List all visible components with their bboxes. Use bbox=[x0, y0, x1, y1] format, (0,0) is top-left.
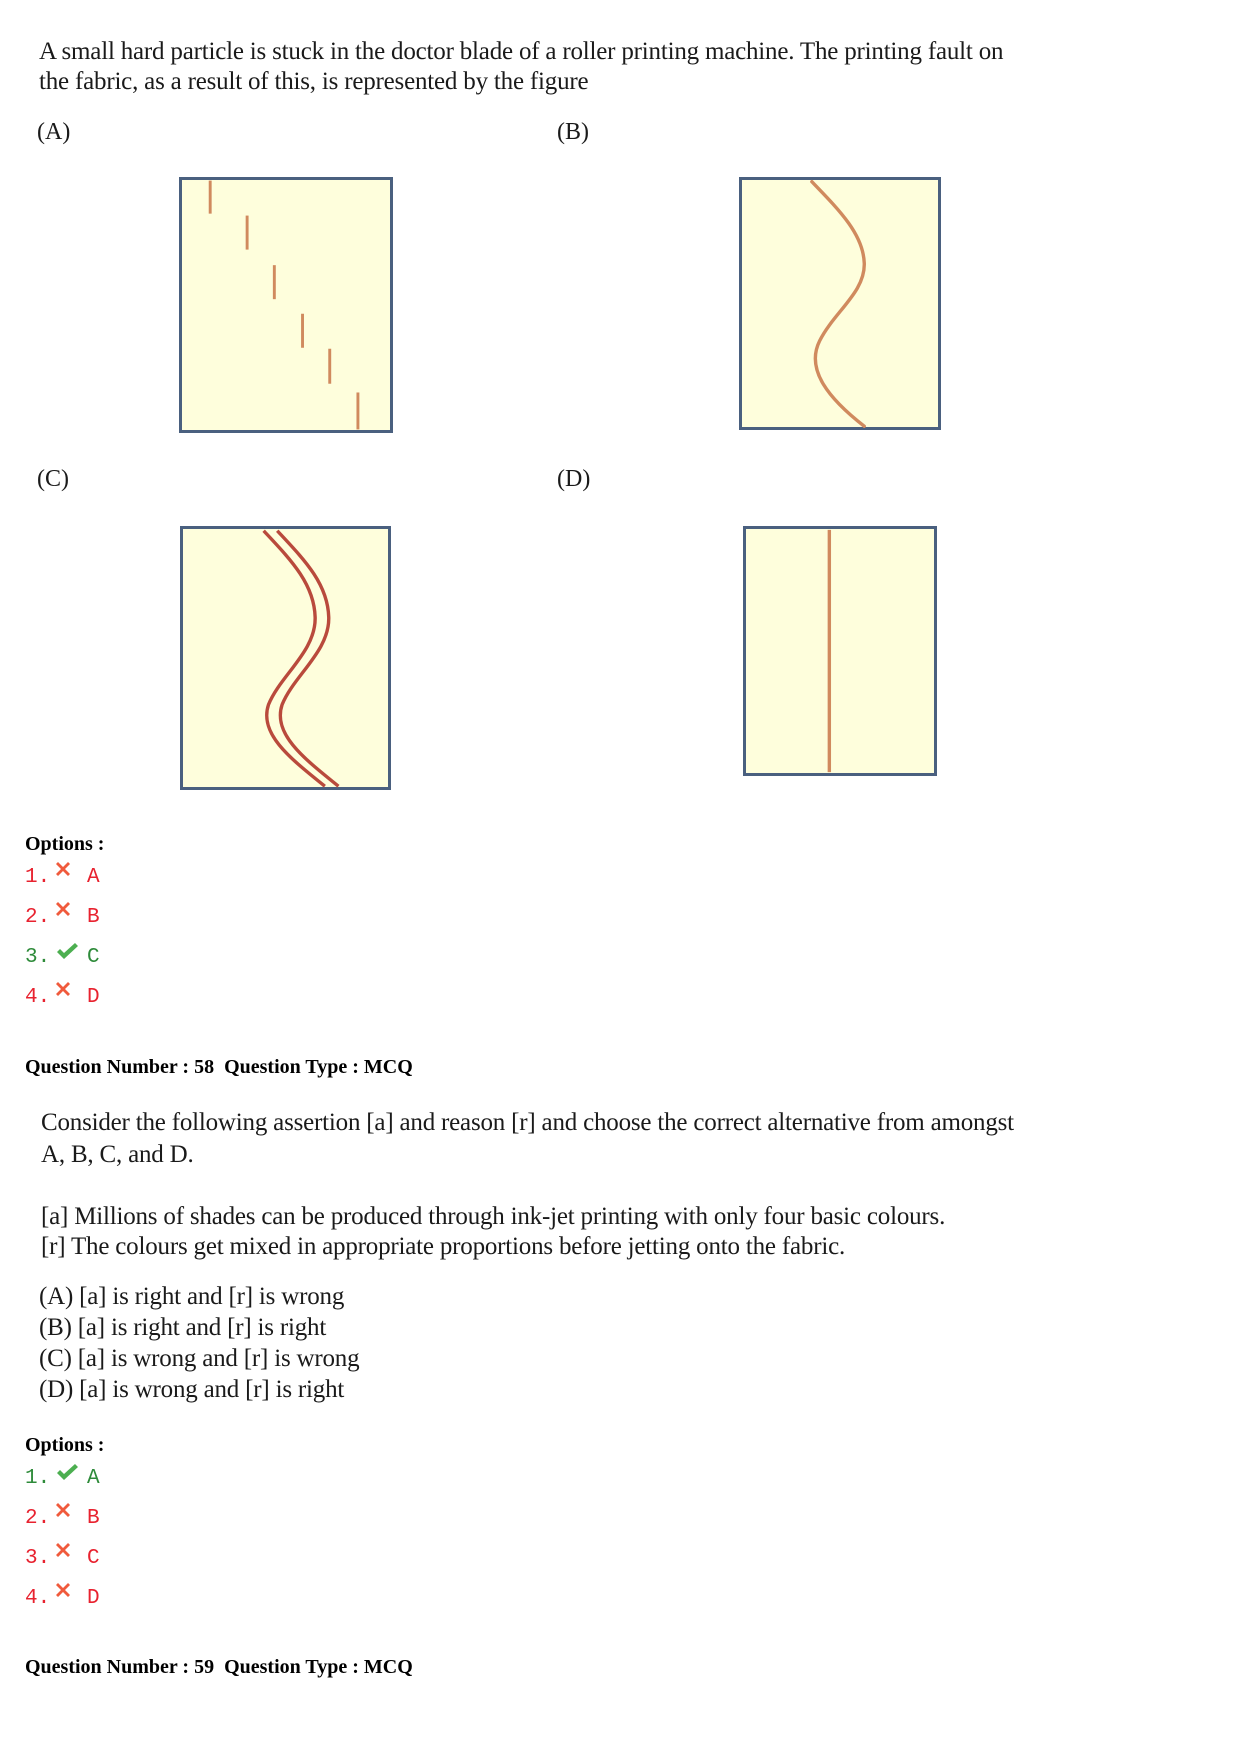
option-q58-1[interactable] bbox=[25, 1467, 100, 1490]
option-number: 2. bbox=[25, 906, 51, 929]
option-q58-4[interactable] bbox=[25, 1587, 100, 1610]
choice-b: (B) [a] is right and [r] is right bbox=[39, 1314, 327, 1341]
figure-label-c: (C) bbox=[37, 466, 69, 492]
check-icon bbox=[55, 947, 83, 969]
cross-icon bbox=[55, 1548, 83, 1570]
cross-icon bbox=[55, 907, 83, 929]
figure-label-d: (D) bbox=[557, 466, 591, 492]
option-number: 4. bbox=[25, 986, 51, 1009]
cross-icon bbox=[55, 867, 83, 889]
question-58-text-line-1: Consider the following assertion [a] and reason [r] and choose the correct alternative from amongst bbox=[41, 1109, 1014, 1136]
figure-label-a: (A) bbox=[37, 119, 71, 145]
option-q57-3[interactable] bbox=[25, 946, 100, 969]
double-wavy-line-pattern bbox=[183, 529, 388, 787]
choice-d: (D) [a] is wrong and [r] is right bbox=[39, 1376, 345, 1403]
reason-text: [r] The colours get mixed in appropriate proportions before jetting onto the fabric. bbox=[41, 1233, 846, 1260]
option-label: A bbox=[87, 866, 100, 889]
question-58-text-line-2: A, B, C, and D. bbox=[41, 1141, 194, 1168]
option-q58-3[interactable] bbox=[25, 1547, 100, 1570]
cross-icon bbox=[55, 1588, 83, 1610]
option-q57-1[interactable] bbox=[25, 866, 100, 889]
option-number: 4. bbox=[25, 1587, 51, 1610]
option-number: 2. bbox=[25, 1507, 51, 1530]
options-title-q57: Options : bbox=[25, 833, 105, 855]
choice-a: (A) [a] is right and [r] is wrong bbox=[39, 1283, 345, 1310]
question-59-header: Question Number : 59 Question Type : MCQ bbox=[25, 1656, 413, 1678]
check-icon bbox=[55, 1468, 83, 1490]
figure-b bbox=[739, 177, 941, 430]
option-label: D bbox=[87, 986, 100, 1009]
question-57-text-line-2: the fabric, as a result of this, is represented by the figure bbox=[39, 68, 589, 95]
option-label: C bbox=[87, 946, 100, 969]
broken-dashes-pattern bbox=[182, 180, 390, 430]
single-wavy-line-pattern bbox=[742, 180, 938, 427]
straight-line-pattern bbox=[746, 529, 934, 773]
option-number: 1. bbox=[25, 866, 51, 889]
question-58-header: Question Number : 58 Question Type : MCQ bbox=[25, 1056, 413, 1078]
option-label: B bbox=[87, 1507, 100, 1530]
option-label: C bbox=[87, 1547, 100, 1570]
option-label: D bbox=[87, 1587, 100, 1610]
question-57-text-line-1: A small hard particle is stuck in the doctor blade of a roller printing machine. The printing fault on bbox=[39, 38, 1004, 65]
option-q58-2[interactable] bbox=[25, 1507, 100, 1530]
figure-c bbox=[180, 526, 391, 790]
assertion-text: [a] Millions of shades can be produced through ink-jet printing with only four basic colours. bbox=[41, 1203, 946, 1230]
option-number: 3. bbox=[25, 1547, 51, 1570]
cross-icon bbox=[55, 987, 83, 1009]
option-q57-2[interactable] bbox=[25, 906, 100, 929]
options-title-q58: Options : bbox=[25, 1434, 105, 1456]
figure-a bbox=[179, 177, 393, 433]
choice-c: (C) [a] is wrong and [r] is wrong bbox=[39, 1345, 360, 1372]
option-number: 3. bbox=[25, 946, 51, 969]
option-label: B bbox=[87, 906, 100, 929]
figure-d bbox=[743, 526, 937, 776]
figure-label-b: (B) bbox=[557, 119, 589, 145]
cross-icon bbox=[55, 1508, 83, 1530]
option-q57-4[interactable] bbox=[25, 986, 100, 1009]
option-number: 1. bbox=[25, 1467, 51, 1490]
option-label: A bbox=[87, 1467, 100, 1490]
